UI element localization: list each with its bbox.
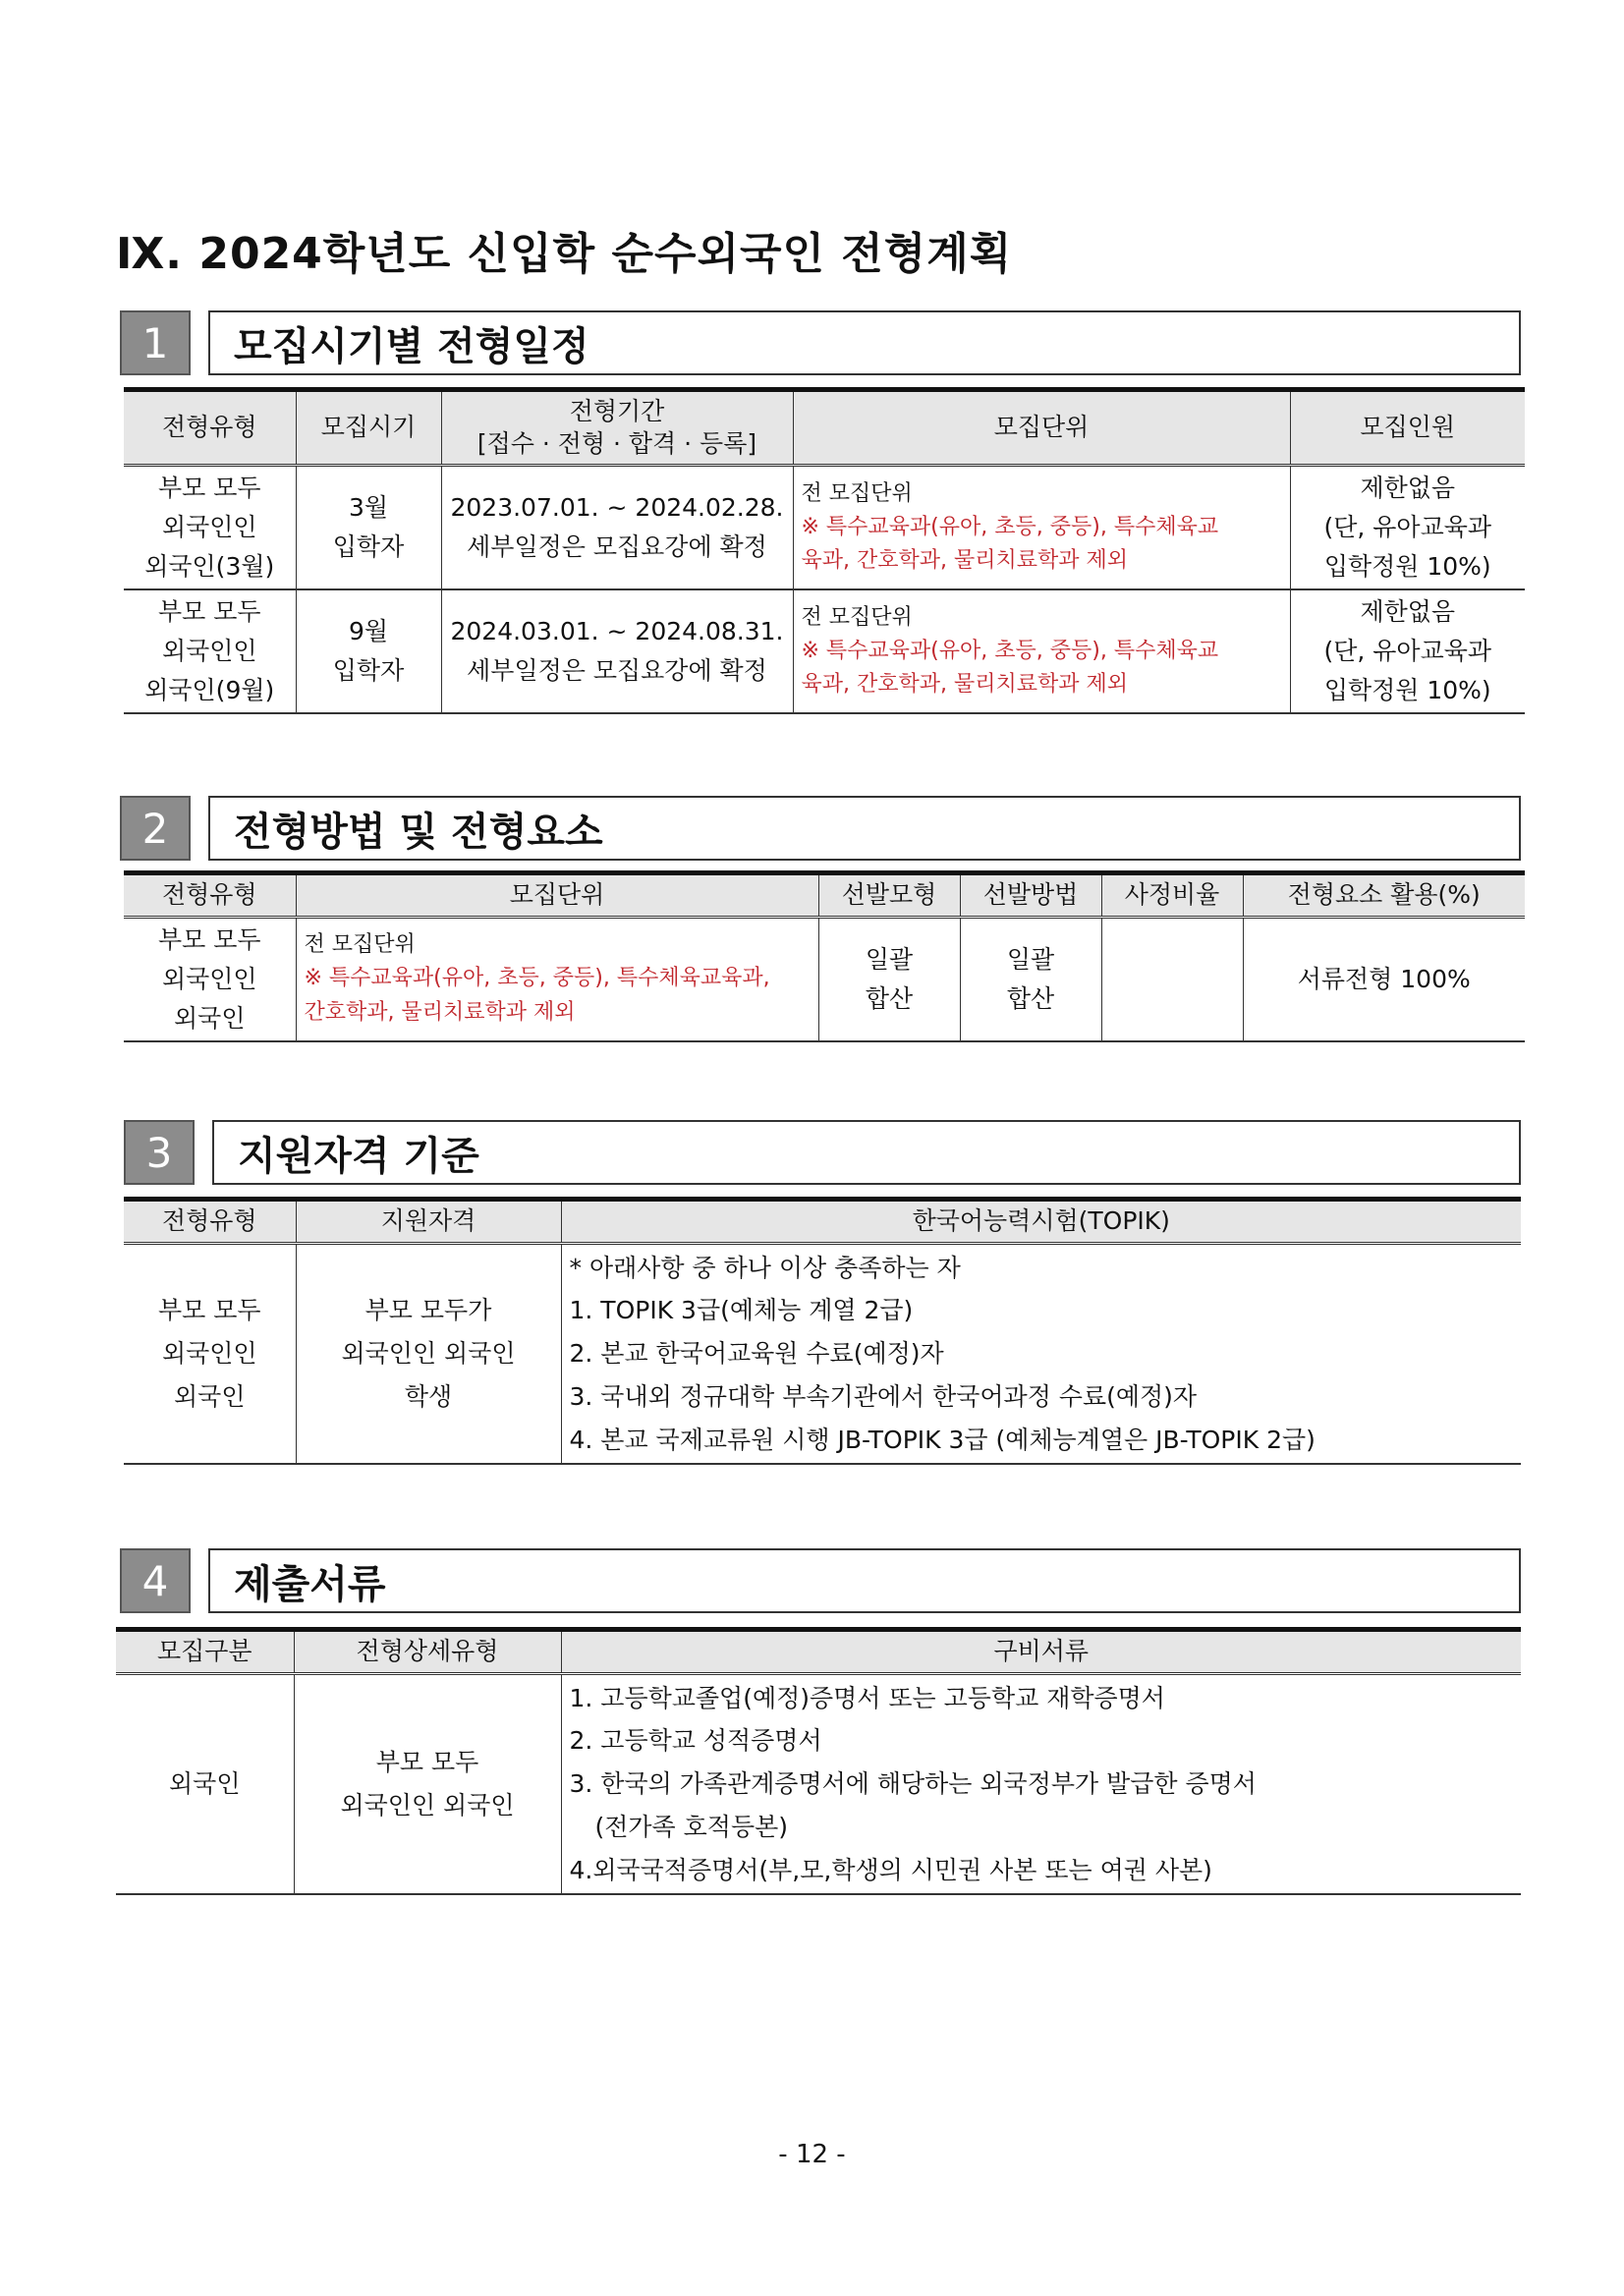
topik-cell: * 아래사항 중 하나 이상 충족하는 자 1. TOPIK 3급(예체능 계열 2급) 2. 본교 한국어교육원 수료(예정)자 3. 국내외 정규대학 부속기관에서 한국어과정 수료(예정)자 4. 본교 국제교류원 시행 JB-TOPIK 3급 (예체능계열은 JB-TOPIK 2급) [561,1243,1521,1464]
section-4-header [120,1548,1521,1613]
type-cell: 부모 모두 외국인인 외국인 [124,1243,296,1464]
ratio-cell [1101,917,1243,1041]
schedule-table [124,387,1525,714]
category-cell: 외국인 [116,1673,294,1894]
qualification-cell: 부모 모두가 외국인인 외국인 학생 [296,1243,561,1464]
table-row [124,589,1525,713]
eligibility-table [124,1197,1521,1465]
unit-cell: 전 모집단위 ※ 특수교육과(유아, 초등, 중등), 특수체육교육과, 간호학과, 물리치료학과 제외 [296,917,818,1041]
count-cell: 제한없음 (단, 유아교육과 입학정원 10%) [1290,589,1525,713]
section-2-header [120,796,1521,861]
col-header: 전형유형 [124,1200,296,1244]
section-number: 1 [120,310,191,375]
unit-cell: 전 모집단위 ※ 특수교육과(유아, 초등, 중등), 특수체육교 육과, 간호학과, 물리치료학과 제외 [793,589,1290,713]
col-header: 모집단위 [296,873,818,918]
section-title: 제출서류 [208,1548,1521,1613]
count-cell: 제한없음 (단, 유아교육과 입학정원 10%) [1290,466,1525,590]
unit-cell: 전 모집단위 ※ 특수교육과(유아, 초등, 중등), 특수체육교 육과, 간호학과, 물리치료학과 제외 [793,466,1290,590]
type-cell: 부모 모두 외국인인 외국인(3월) [124,466,296,590]
table-row [124,1243,1521,1464]
col-header: 사정비율 [1101,873,1243,918]
page-title: Ⅸ. 2024학년도 신입학 순수외국인 전형계획 [116,229,1013,279]
type-cell: 부모 모두 외국인인 외국인 [124,917,296,1041]
table-row [124,917,1525,1041]
col-header: 전형상세유형 [294,1630,561,1674]
col-header: 전형유형 [124,390,296,466]
col-header: 전형기간 [접수 · 전형 · 합격 · 등록] [441,390,793,466]
col-header: 모집단위 [793,390,1290,466]
col-header: 선발방법 [960,873,1101,918]
col-header: 선발모형 [818,873,960,918]
section-title: 지원자격 기준 [212,1120,1521,1185]
section-3-header [124,1120,1521,1185]
col-header: 구비서류 [561,1630,1521,1674]
period-cell: 9월 입학자 [296,589,441,713]
col-header: 모집구분 [116,1630,294,1674]
page-number: - 12 - [778,2140,846,2169]
section-number: 2 [120,796,191,861]
section-title: 전형방법 및 전형요소 [208,796,1521,861]
documents-table [116,1627,1521,1895]
table-row [124,466,1525,590]
dates-cell: 2024.03.01. ~ 2024.08.31. 세부일정은 모집요강에 확정 [441,589,793,713]
table-row [116,1673,1521,1894]
col-header: 모집시기 [296,390,441,466]
documents-cell: 1. 고등학교졸업(예정)증명서 또는 고등학교 재학증명서 2. 고등학교 성적증명서 3. 한국의 가족관계증명서에 해당하는 외국정부가 발급한 증명서 (전가족 호적등본) 4.외국국적증명서(부,모,학생의 시민권 사본 또는 여권 사본) [561,1673,1521,1894]
section-number: 3 [124,1120,195,1185]
col-header: 전형요소 활용(%) [1243,873,1525,918]
detail-cell: 부모 모두 외국인인 외국인 [294,1673,561,1894]
dates-cell: 2023.07.01. ~ 2024.02.28. 세부일정은 모집요강에 확정 [441,466,793,590]
model-cell: 일괄 합산 [818,917,960,1041]
period-cell: 3월 입학자 [296,466,441,590]
col-header: 전형유형 [124,873,296,918]
col-header: 모집인원 [1290,390,1525,466]
section-number: 4 [120,1548,191,1613]
method-cell: 일괄 합산 [960,917,1101,1041]
elements-cell: 서류전형 100% [1243,917,1525,1041]
type-cell: 부모 모두 외국인인 외국인(9월) [124,589,296,713]
section-1-header [120,310,1521,375]
selection-method-table [124,870,1525,1042]
section-title: 모집시기별 전형일정 [208,310,1521,375]
col-header: 지원자격 [296,1200,561,1244]
col-header: 한국어능력시험(TOPIK) [561,1200,1521,1244]
